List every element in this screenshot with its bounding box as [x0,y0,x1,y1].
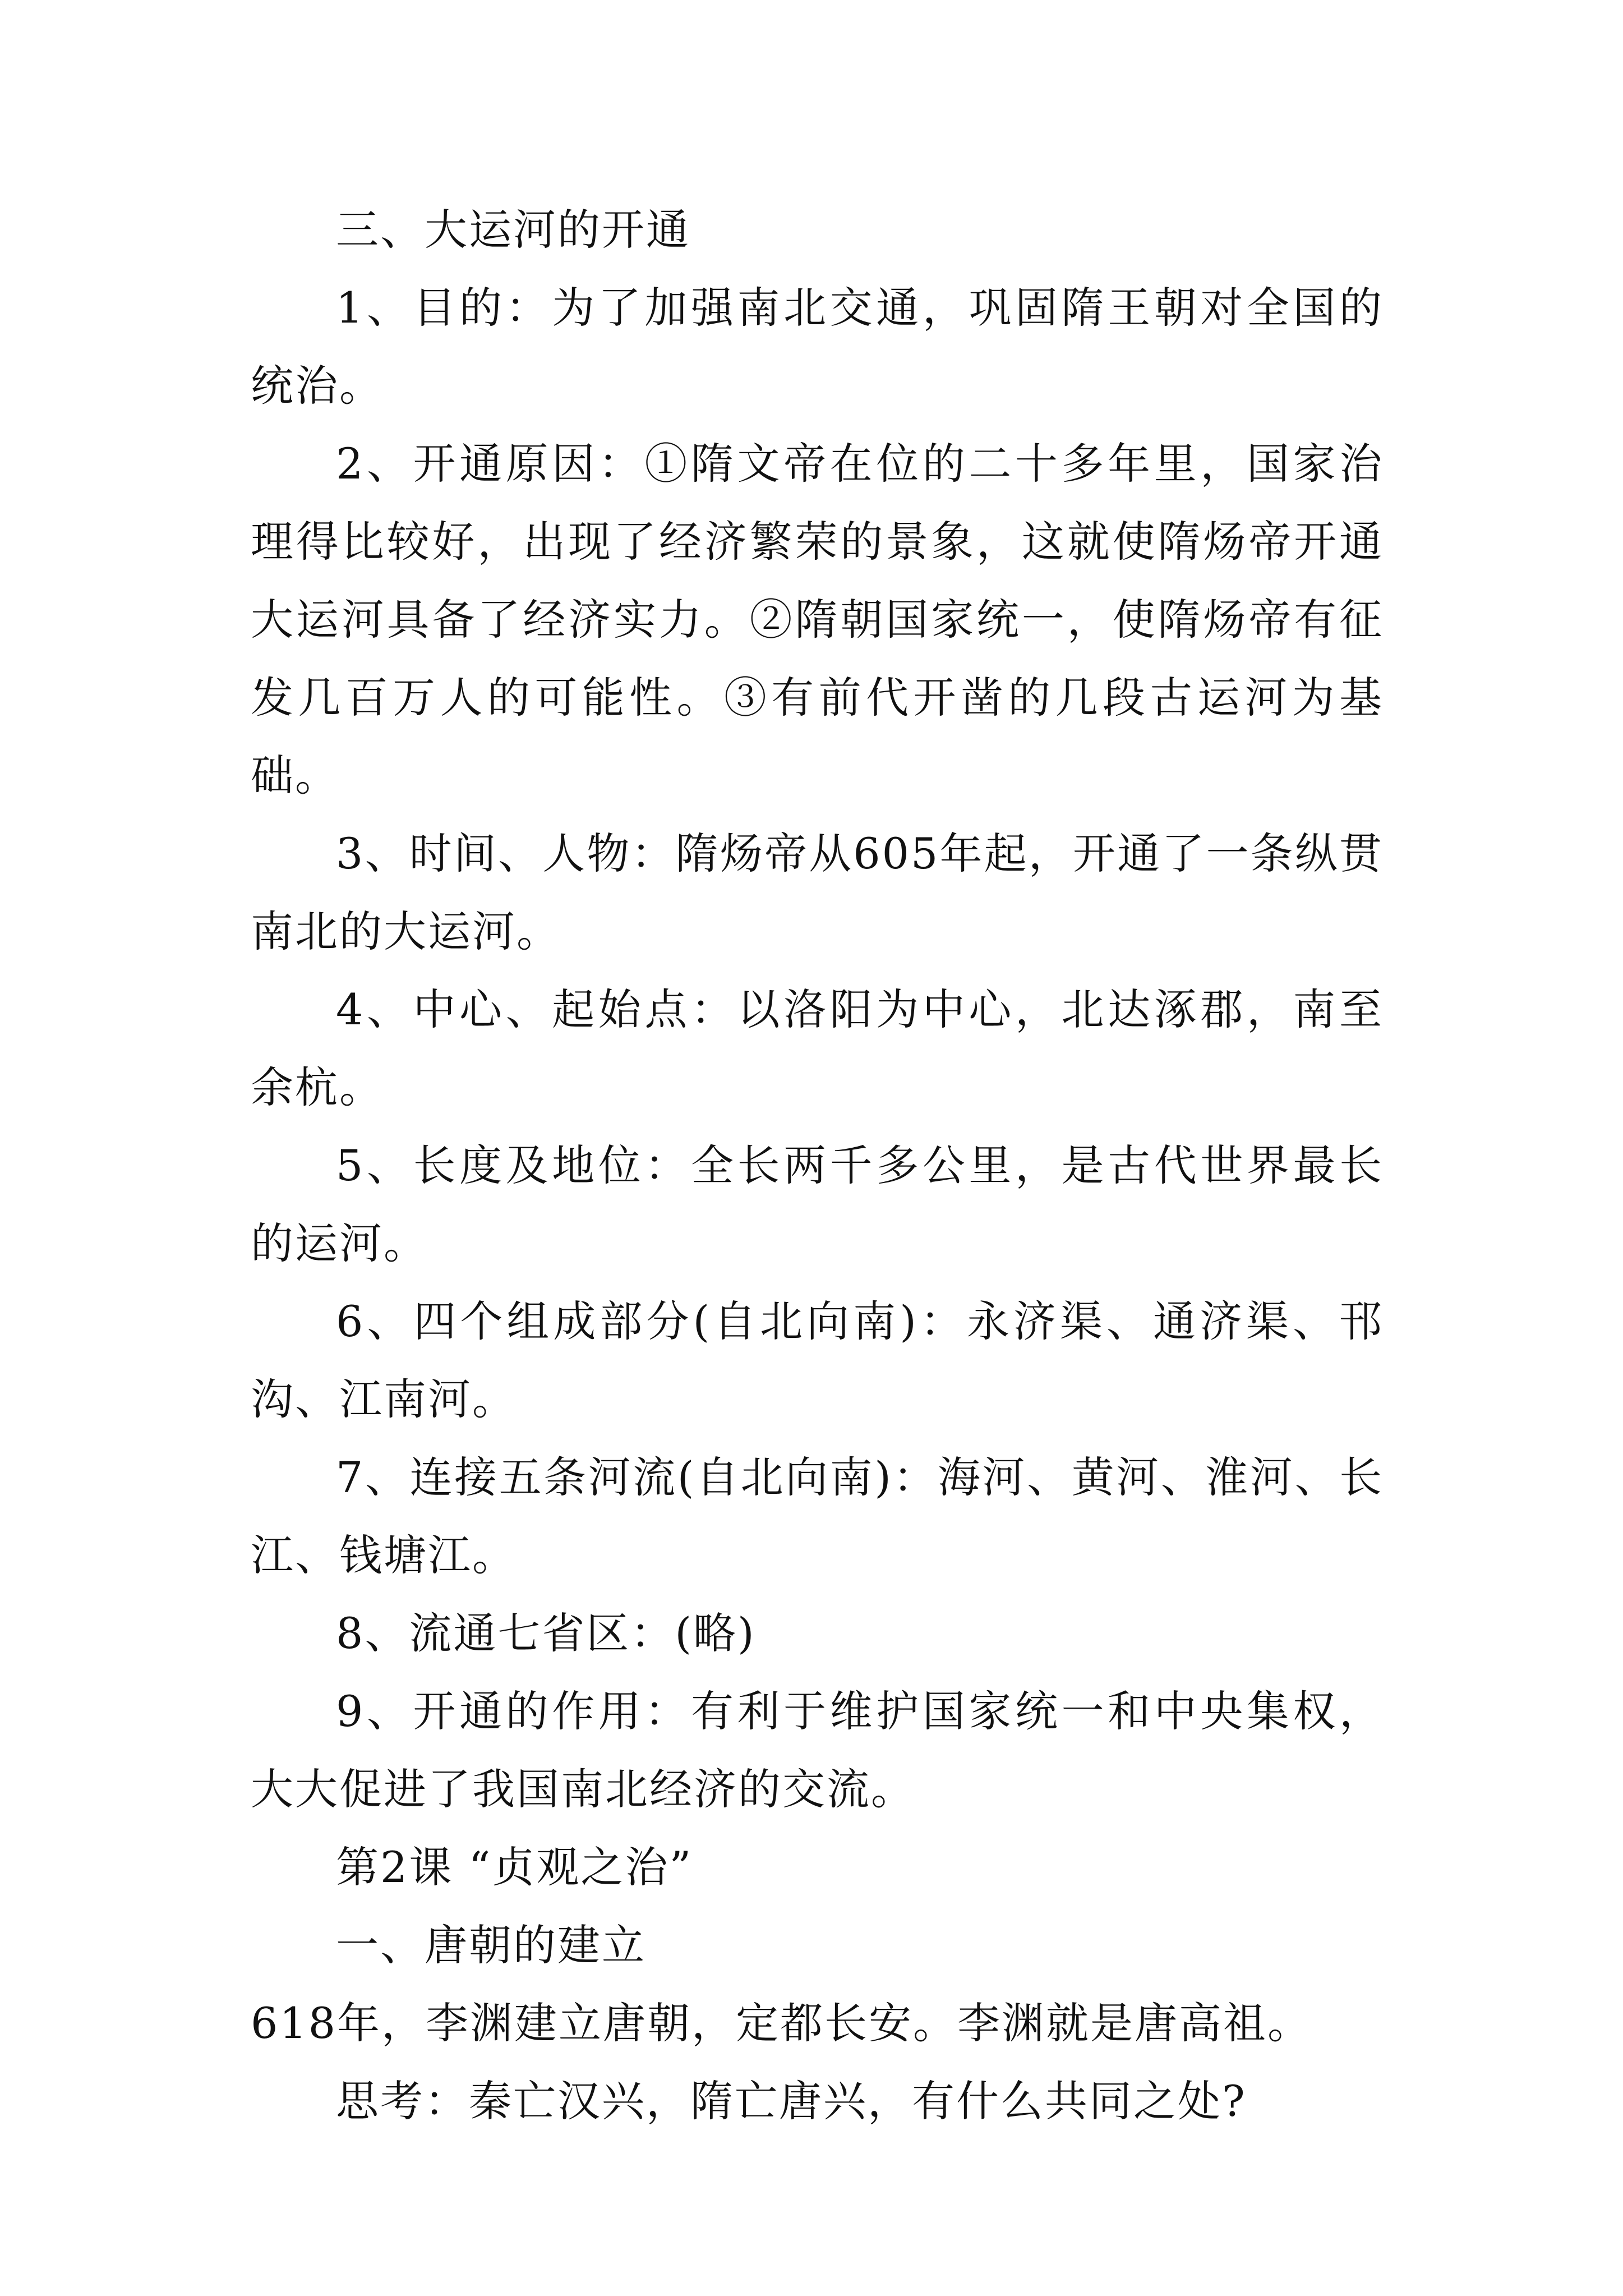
paragraph-effects: 9、开通的作用：有利于维护国家统一和中央集权，大大促进了我国南北经济的交流。 [251,1686,1384,1814]
paragraph-seven-provinces: 8、流通七省区：(略) [336,1608,756,1658]
paragraph-reasons: 2、开通原因：①隋文帝在位的二十多年里，国家治理得比较好，出现了经济繁荣的景象，这就使隋炀帝开通大运河具备了经济实力。②隋朝国家统一，使隋炀帝有征发几百万人的可能性。③有前代开凿的几段古运河为基础。 [251,439,1384,800]
section-heading-tang-founding: 一、唐朝的建立 [336,1920,646,1970]
paragraph-thinking-question: 思考：秦亡汉兴，隋亡唐兴，有什么共同之处? [336,2076,1247,2126]
paragraph-five-rivers: 7、连接五条河流(自北向南)：海河、黄河、淮河、长江、钱塘江。 [251,1452,1384,1580]
paragraph-center-endpoints: 4、中心、起始点：以洛阳为中心，北达涿郡，南至余杭。 [251,984,1384,1112]
paragraph-purpose: 1、目的：为了加强南北交通，巩固隋王朝对全国的统治。 [251,283,1384,411]
paragraph-tang-founding: 618年，李渊建立唐朝，定都长安。李渊就是唐高祖。 [251,1998,1312,2048]
lesson-heading: 第2课 “贞观之治” [336,1842,693,1892]
paragraph-length-status: 5、长度及地位：全长两千多公里，是古代世界最长的运河。 [251,1140,1384,1268]
paragraph-four-parts: 6、四个组成部分(自北向南)：永济渠、通济渠、邗沟、江南河。 [251,1296,1384,1424]
document-body [251,191,1384,2140]
section-heading-grand-canal: 三、大运河的开通 [336,205,690,255]
paragraph-time-person: 3、时间、人物：隋炀帝从605年起，开通了一条纵贯南北的大运河。 [251,829,1384,956]
